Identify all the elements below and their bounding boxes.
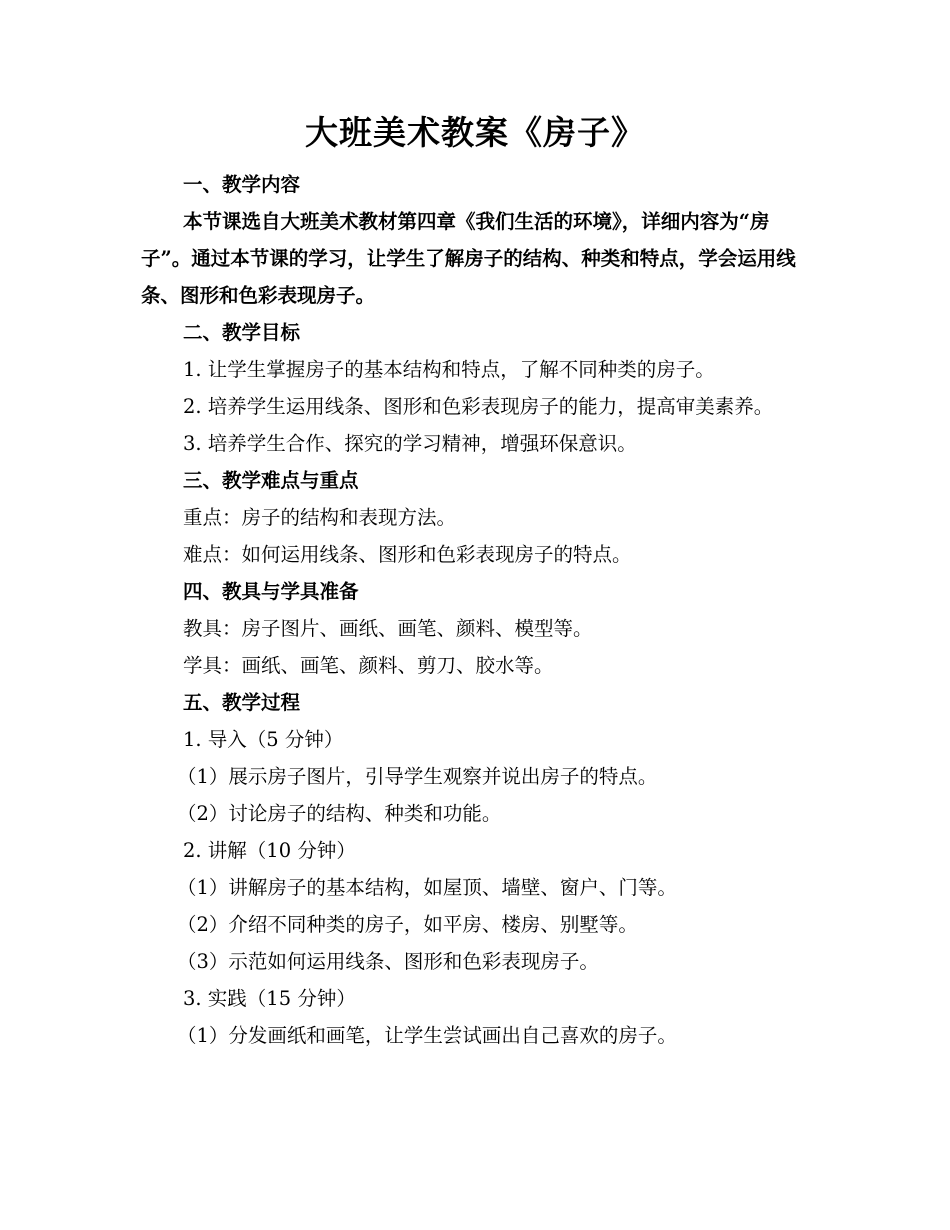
- section-heading-teaching-content: 一、教学内容: [183, 173, 301, 196]
- section-heading-materials: 四、教具与学具准备: [183, 580, 359, 603]
- teaching-tools-item: 教具：房子图片、画纸、画笔、颜料、模型等。: [183, 617, 593, 640]
- process-substep: （2）介绍不同种类的房子，如平房、楼房、别墅等。: [177, 913, 638, 936]
- process-step-explain: 2. 讲解（10 分钟）: [183, 839, 356, 862]
- goal-item-1: 1. 让学生掌握房子的基本结构和特点，了解不同种类的房子。: [183, 358, 715, 381]
- key-point-item: 重点：房子的结构和表现方法。: [183, 506, 457, 529]
- section-paragraph-teaching-content: 本节课选自大班美术教材第四章《我们生活的环境》，详细内容为“房子”。通过本节课的学习，让学生了解房子的结构、种类和特点，学会运用线条、图形和色彩表现房子。: [141, 210, 796, 307]
- process-substep: （1）展示房子图片，引导学生观察并说出房子的特点。: [177, 765, 658, 788]
- process-substep: （3）示范如何运用线条、图形和色彩表现房子。: [177, 950, 599, 973]
- process-substep: （2）讨论房子的结构、种类和功能。: [177, 802, 502, 825]
- process-substep: （1）讲解房子的基本结构，如屋顶、墙壁、窗户、门等。: [177, 876, 677, 899]
- goal-item-2: 2. 培养学生运用线条、图形和色彩表现房子的能力，提高审美素养。: [183, 395, 774, 418]
- document-title: 大班美术教案《房子》: [305, 113, 645, 152]
- section-heading-key-points: 三、教学难点与重点: [183, 469, 359, 492]
- document-body: [141, 166, 803, 1054]
- process-step-practice: 3. 实践（15 分钟）: [183, 987, 356, 1010]
- process-substep: （1）分发画纸和画笔，让学生尝试画出自己喜欢的房子。: [177, 1024, 677, 1047]
- goal-item-3: 3. 培养学生合作、探究的学习精神，增强环保意识。: [183, 432, 637, 455]
- process-step-intro: 1. 导入（5 分钟）: [183, 728, 344, 751]
- student-tools-item: 学具：画纸、画笔、颜料、剪刀、胶水等。: [183, 654, 554, 677]
- section-heading-teaching-goals: 二、教学目标: [183, 321, 301, 344]
- section-heading-process: 五、教学过程: [183, 691, 301, 714]
- difficult-point-item: 难点：如何运用线条、图形和色彩表现房子的特点。: [183, 543, 632, 566]
